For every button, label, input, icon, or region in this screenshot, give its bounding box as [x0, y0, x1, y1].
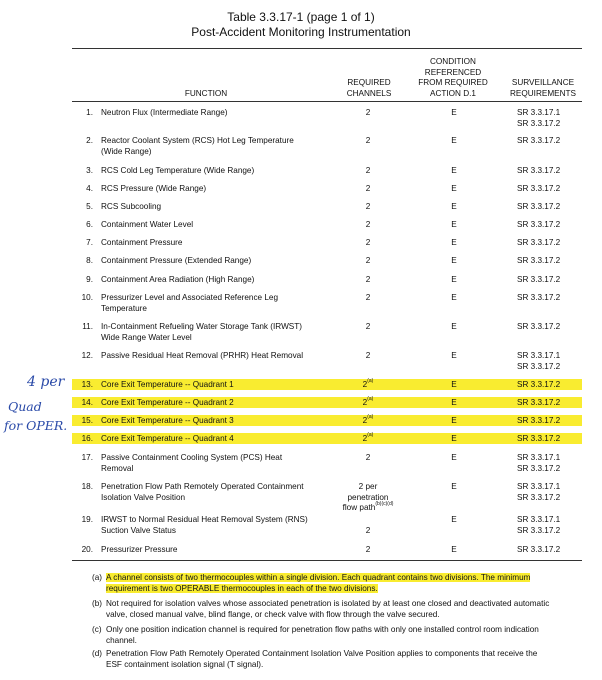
footnote	[92, 599, 576, 620]
row-number: 7.	[86, 238, 93, 247]
row-surveillance	[517, 453, 587, 474]
row-surveillance	[517, 256, 587, 267]
function-line: Core Exit Temperature -- Quadrant 4	[101, 434, 234, 443]
footnote-line: valve, closed manual valve, blind flange, or check valve with flow through the valve secured.	[106, 609, 440, 619]
function-line: IRWST to Normal Residual Heat Removal System (RNS)	[101, 515, 308, 524]
channels-line: 2	[365, 166, 371, 175]
row-condition: E	[451, 256, 457, 265]
surveillance-line: SR 3.3.17.2	[517, 166, 561, 175]
row-function	[101, 293, 323, 314]
row-channels	[340, 136, 396, 147]
row-channels	[340, 184, 396, 195]
footnote-ref: (b)(c)(d)	[375, 501, 394, 508]
channels-line: 2$^{(a)}$	[362, 396, 374, 407]
row-number: 19.	[81, 515, 93, 524]
row-surveillance	[517, 108, 587, 129]
channels-line: 2	[365, 545, 371, 554]
surveillance-line: SR 3.3.17.2	[517, 545, 561, 554]
channels-line: 2	[365, 351, 371, 360]
row-number: 2.	[86, 136, 93, 145]
surveillance-line: SR 3.3.17.2	[517, 184, 561, 193]
surveillance-line: SR 3.3.17.1	[517, 515, 561, 524]
row-surveillance	[517, 515, 587, 536]
row-function	[101, 136, 323, 157]
row-condition: E	[451, 184, 457, 193]
row-channels	[340, 482, 396, 514]
row-channels	[340, 453, 396, 464]
bottom-rule	[72, 560, 582, 561]
footnote-line: Only one position indication channel is required for penetration flow paths with only one installed control room indication	[106, 625, 539, 634]
footnote-line: Penetration Flow Path Remotely Operated Containment Isolation Valve Position applies to components that receive the	[106, 649, 538, 658]
row-condition: E	[451, 398, 457, 407]
function-line: Containment Pressure (Extended Range)	[101, 256, 252, 265]
surveillance-line: SR 3.3.17.2	[517, 322, 561, 331]
row-channels	[340, 434, 396, 445]
channels-line: 2$^{(a)}$	[362, 378, 374, 389]
surveillance-line: SR 3.3.17.1	[517, 108, 561, 117]
row-condition: E	[451, 275, 457, 284]
row-function	[101, 545, 323, 556]
table-title	[0, 10, 602, 40]
function-line: Reactor Coolant System (RCS) Hot Leg Temperature	[101, 136, 294, 145]
row-condition: E	[451, 202, 457, 211]
row-number: 10.	[81, 293, 93, 302]
row-function	[101, 322, 323, 343]
top-rule	[72, 48, 582, 49]
channels-line: 2	[365, 136, 371, 145]
footnote-letter: (b)	[92, 599, 103, 608]
channels-line: 2	[365, 275, 371, 284]
row-function	[101, 184, 323, 195]
function-line: Penetration Flow Path Remotely Operated Containment	[101, 482, 304, 491]
channels-line: 2	[365, 202, 371, 211]
row-condition: E	[451, 482, 457, 491]
row-surveillance	[517, 398, 587, 409]
row-condition: E	[451, 166, 457, 175]
function-line: Wide Range Water Level	[101, 332, 192, 342]
handwritten-line-2: Quad	[8, 399, 42, 414]
row-condition: E	[451, 293, 457, 302]
footnote-letter: (a)	[92, 573, 103, 582]
footnote-letter: (d)	[92, 649, 103, 658]
row-condition: E	[451, 351, 457, 360]
function-line: Core Exit Temperature -- Quadrant 2	[101, 398, 234, 407]
surveillance-line: SR 3.3.17.1	[517, 482, 561, 491]
surveillance-line: SR 3.3.17.1	[517, 453, 561, 462]
channels-line: flow path$^{(b)(c)(d)}$	[342, 501, 394, 513]
channels-line: 2	[365, 108, 371, 117]
function-line: Temperature	[101, 303, 147, 313]
table-title-line1: Table 3.3.17-1 (page 1 of 1)	[227, 10, 375, 24]
row-surveillance	[517, 238, 587, 249]
row-number: 1.	[86, 108, 93, 117]
footnote-letter: (c)	[92, 625, 102, 634]
function-line: Removal	[101, 463, 134, 473]
footnote-ref: (a)	[367, 396, 374, 402]
footnote-line: requirement is two OPERABLE thermocouples in each of the two divisions.	[106, 583, 378, 593]
footnote-ref: (a)	[367, 432, 374, 438]
channels-line: 2$^{(a)}$	[362, 414, 374, 425]
function-line: Pressurizer Level and Associated Reference Leg	[101, 293, 279, 302]
row-surveillance	[517, 166, 587, 177]
function-line: Containment Area Radiation (High Range)	[101, 275, 255, 284]
row-number: 16.	[81, 434, 93, 443]
row-function	[101, 380, 323, 391]
row-condition: E	[451, 108, 457, 117]
row-condition: E	[451, 238, 457, 247]
function-line: Isolation Valve Position	[101, 492, 186, 502]
row-channels	[340, 238, 396, 249]
row-surveillance	[517, 184, 587, 195]
row-surveillance	[517, 136, 587, 147]
row-channels	[340, 202, 396, 213]
row-function	[101, 482, 323, 503]
row-function	[101, 166, 323, 177]
surveillance-line: SR 3.3.17.2	[517, 118, 561, 128]
function-line: Containment Pressure	[101, 238, 183, 247]
footnote-ref: (a)	[367, 414, 374, 420]
row-number: 18.	[81, 482, 93, 491]
row-surveillance	[517, 434, 587, 445]
row-function	[101, 275, 323, 286]
footnote	[92, 573, 576, 594]
row-condition: E	[451, 322, 457, 331]
footnote	[92, 649, 576, 670]
function-line: RCS Pressure (Wide Range)	[101, 184, 207, 193]
footnote-ref: (a)	[367, 378, 374, 384]
function-line: RCS Subcooling	[101, 202, 162, 211]
surveillance-line: SR 3.3.17.2	[517, 361, 561, 371]
function-line: Suction Valve Status	[101, 525, 176, 535]
row-channels	[340, 166, 396, 177]
surveillance-line: SR 3.3.17.2	[517, 238, 561, 247]
surveillance-line: SR 3.3.17.1	[517, 351, 561, 360]
row-channels	[340, 380, 396, 391]
surveillance-line: SR 3.3.17.2	[517, 275, 561, 284]
row-function	[101, 515, 323, 536]
channels-line: 2	[365, 184, 371, 193]
channels-line: 2	[365, 238, 371, 247]
row-function	[101, 398, 323, 409]
row-channels	[340, 515, 396, 536]
row-channels	[340, 220, 396, 231]
row-number: 13.	[81, 380, 93, 389]
surveillance-line: SR 3.3.17.2	[517, 525, 561, 535]
handwritten-line-1: 4 per	[27, 374, 65, 390]
channels-line	[340, 515, 396, 526]
channels-line: 2	[365, 293, 371, 302]
row-number: 15.	[81, 416, 93, 425]
surveillance-line: SR 3.3.17.2	[517, 202, 561, 211]
row-channels	[340, 293, 396, 304]
function-line: (Wide Range)	[101, 146, 152, 156]
surveillance-line: SR 3.3.17.2	[517, 398, 561, 407]
function-line: Core Exit Temperature -- Quadrant 1	[101, 380, 234, 389]
function-line: Passive Containment Cooling System (PCS) Heat	[101, 453, 283, 462]
function-line: Core Exit Temperature -- Quadrant 3	[101, 416, 234, 425]
row-number: 14.	[81, 398, 93, 407]
row-surveillance	[517, 482, 587, 503]
channels-line: 2	[365, 220, 371, 229]
row-number: 6.	[86, 220, 93, 229]
row-number: 17.	[81, 453, 93, 462]
row-number: 20.	[81, 545, 93, 554]
channels-line: 2	[365, 453, 371, 462]
row-channels	[340, 545, 396, 556]
row-function	[101, 108, 323, 119]
row-channels	[340, 398, 396, 409]
function-line: Passive Residual Heat Removal (PRHR) Heat Removal	[101, 351, 304, 360]
row-number: 4.	[86, 184, 93, 193]
function-line: RCS Cold Leg Temperature (Wide Range)	[101, 166, 255, 175]
row-channels	[340, 256, 396, 267]
channels-line: 2 per penetration	[347, 482, 389, 502]
row-channels	[340, 351, 396, 362]
header-rule	[72, 101, 582, 102]
row-function	[101, 434, 323, 445]
channels-line: 2$^{(a)}$	[362, 432, 374, 443]
header-function: FUNCTION	[184, 89, 228, 98]
row-number: 9.	[86, 275, 93, 284]
row-function	[101, 220, 323, 231]
row-function	[101, 453, 323, 474]
row-number: 8.	[86, 256, 93, 265]
row-channels	[340, 416, 396, 427]
row-number: 11.	[82, 322, 93, 331]
row-condition: E	[451, 453, 457, 462]
function-line: Pressurizer Pressure	[101, 545, 178, 554]
row-function	[101, 351, 323, 362]
row-condition: E	[451, 380, 457, 389]
function-line: Containment Water Level	[101, 220, 194, 229]
row-surveillance	[517, 545, 587, 556]
surveillance-line: SR 3.3.17.2	[517, 463, 561, 473]
row-condition: E	[451, 416, 457, 425]
channels-line: 2	[365, 256, 371, 265]
footnote	[92, 625, 576, 646]
row-number: 5.	[86, 202, 93, 211]
row-surveillance	[517, 416, 587, 427]
row-channels	[340, 322, 396, 333]
row-function	[101, 202, 323, 213]
table-title-line2: Post-Accident Monitoring Instrumentation	[191, 25, 411, 39]
row-function	[101, 238, 323, 249]
surveillance-line: SR 3.3.17.2	[517, 220, 561, 229]
surveillance-line: SR 3.3.17.2	[517, 492, 561, 502]
function-line: Neutron Flux (Intermediate Range)	[101, 108, 228, 117]
row-surveillance	[517, 275, 587, 286]
row-surveillance	[517, 322, 587, 333]
footnote-line: Not required for isolation valves whose associated penetration is isolated by at least one closed and deactivated automatic	[106, 599, 550, 608]
channels-line: 2	[365, 322, 371, 331]
surveillance-line: SR 3.3.17.2	[517, 434, 561, 443]
header-surveillance: SURVEILLANCE REQUIREMENTS	[510, 78, 576, 98]
row-surveillance	[517, 220, 587, 231]
footnote-line: ESF containment isolation signal (T signal).	[106, 659, 264, 669]
row-channels	[340, 275, 396, 286]
surveillance-line: SR 3.3.17.2	[517, 380, 561, 389]
header-condition: CONDITION REFERENCED FROM REQUIRED ACTION D.1	[418, 57, 488, 98]
row-function	[101, 256, 323, 267]
row-number: 3.	[86, 166, 93, 175]
surveillance-line: SR 3.3.17.2	[517, 416, 561, 425]
row-surveillance	[517, 380, 587, 391]
function-line: In-Containment Refueling Water Storage Tank (IRWST)	[101, 322, 302, 331]
row-condition: E	[451, 434, 457, 443]
row-surveillance	[517, 351, 587, 372]
row-condition: E	[451, 545, 457, 554]
header-required-channels: REQUIRED CHANNELS	[346, 78, 392, 98]
row-condition: E	[451, 220, 457, 229]
channels-line: 2	[365, 525, 371, 535]
footnote-line: channel.	[106, 635, 137, 645]
handwritten-line-3: for OPER.	[4, 418, 68, 433]
surveillance-line: SR 3.3.17.2	[517, 256, 561, 265]
row-condition: E	[451, 136, 457, 145]
row-channels	[340, 108, 396, 119]
row-condition: E	[451, 515, 457, 524]
footnote-line: A channel consists of two thermocouples within a single division. Each quadrant contains two divisions. The minimum	[106, 573, 531, 582]
row-function	[101, 416, 323, 427]
surveillance-line: SR 3.3.17.2	[517, 136, 561, 145]
row-number: 12.	[81, 351, 93, 360]
row-surveillance	[517, 202, 587, 213]
surveillance-line: SR 3.3.17.2	[517, 293, 561, 302]
row-surveillance	[517, 293, 587, 304]
